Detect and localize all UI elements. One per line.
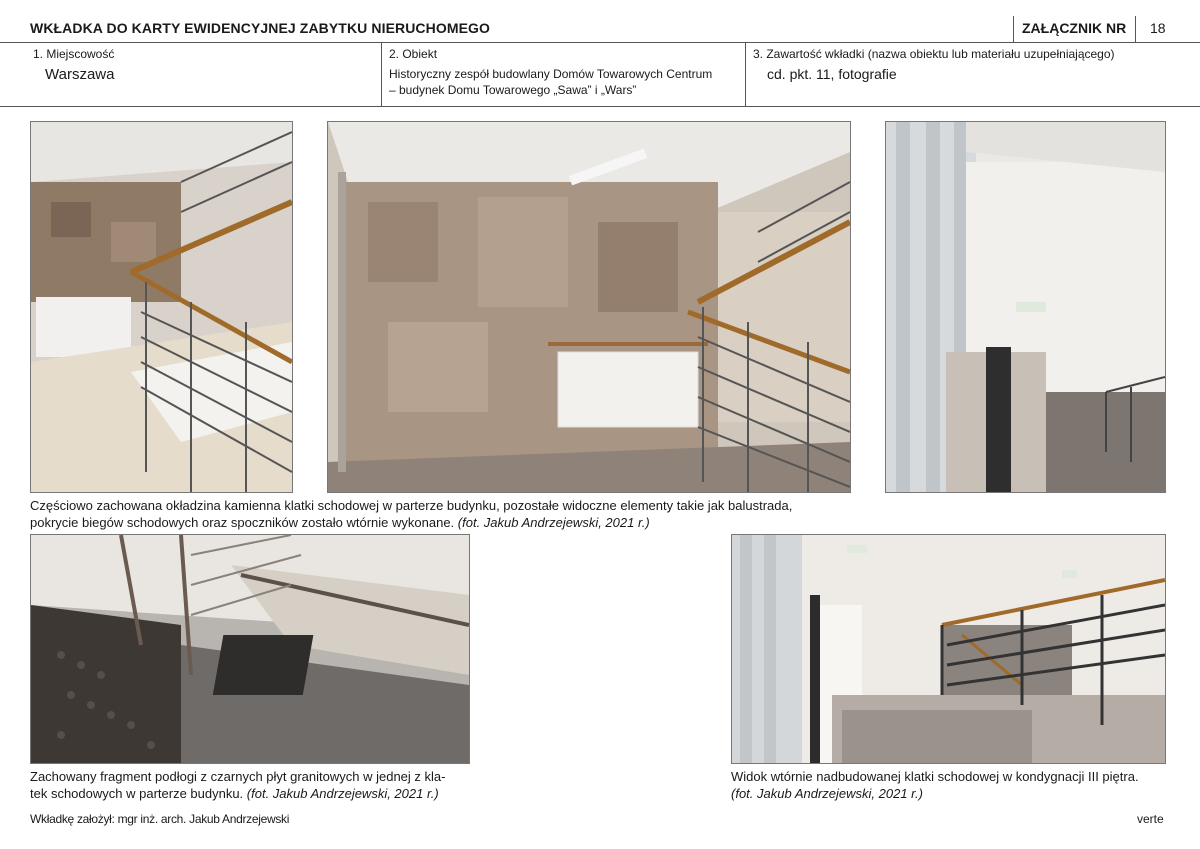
locality-label: 1. Miejscowość	[33, 47, 115, 61]
footer-verte: verte	[1137, 812, 1164, 826]
field-divider	[745, 42, 746, 106]
caption-top-line1: Częściowo zachowana okładzina kamienna klatki schodowej w parterze budynku, pozostałe widoczne elementy takie jak balustrada,	[30, 498, 793, 513]
caption-bottom-left-line2: tek schodowych w parterze budynku.	[30, 786, 244, 801]
photo-staircase-marble-1	[30, 121, 293, 493]
caption-bottom-left-credit: (fot. Jakub Andrzejewski, 2021 r.)	[246, 786, 439, 801]
page-number: 18	[1150, 20, 1166, 36]
object-value-line1: Historyczny zespół budowlany Domów Towarowych Centrum	[389, 67, 713, 81]
caption-top-credit: (fot. Jakub Andrzejewski, 2021 r.)	[457, 515, 650, 530]
caption-bottom-right	[731, 768, 1171, 802]
photo-staircase-marble-2	[327, 121, 851, 493]
contents-label: 3. Zawartość wkładki (nazwa obiektu lub materiału uzupełniającego)	[753, 47, 1115, 61]
caption-bottom-right-line1: Widok wtórnie nadbudowanej klatki schodowej w kondygnacji III piętra.	[731, 769, 1139, 784]
photo-granite-floor	[30, 534, 470, 764]
caption-top-line2: pokrycie biegów schodowych oraz spoczników zostało wtórnie wykonane.	[30, 515, 455, 530]
field-divider	[381, 42, 382, 106]
caption-bottom-left	[30, 768, 480, 802]
caption-bottom-right-credit: (fot. Jakub Andrzejewski, 2021 r.)	[731, 786, 923, 801]
locality-value: Warszawa	[45, 66, 115, 83]
header-divider	[1013, 16, 1014, 42]
caption-bottom-left-line1: Zachowany fragment podłogi z czarnych płyt granitowych w jednej z kla-	[30, 769, 446, 784]
caption-top-line2-wrap	[30, 514, 860, 531]
contents-value: cd. pkt. 11, fotografie	[767, 66, 897, 82]
photo-upper-corridor	[885, 121, 1166, 493]
footer-author: Wkładkę założył: mgr inż. arch. Jakub Andrzejewski	[30, 812, 290, 826]
attachment-label: ZAŁĄCZNIK NR	[1022, 20, 1127, 36]
field-rule	[0, 106, 1200, 107]
header-rule	[0, 42, 1200, 43]
header-divider	[1135, 16, 1136, 42]
photo-upper-staircase	[731, 534, 1166, 764]
caption-bottom-left-line2-wrap	[30, 785, 480, 802]
object-value-line2: – budynek Domu Towarowego „Sawa” i „Wars”	[389, 83, 637, 97]
object-label: 2. Obiekt	[389, 47, 438, 61]
document-title: WKŁADKA DO KARTY EWIDENCYJNEJ ZABYTKU NIERUCHOMEGO	[30, 20, 491, 36]
caption-top	[30, 497, 860, 531]
